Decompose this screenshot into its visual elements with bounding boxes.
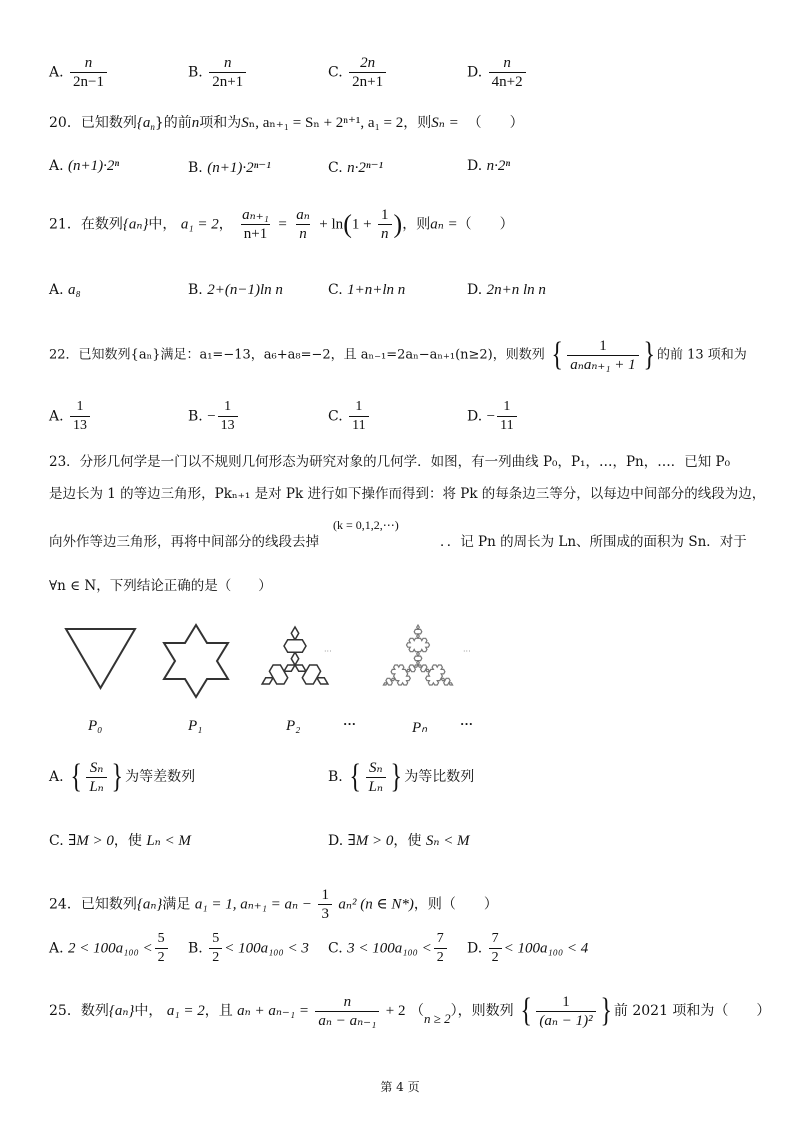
page-footer: 第 4 页	[380, 1080, 420, 1094]
q21-option-b: B. 2+(n−1)ln n	[188, 282, 283, 298]
q21-stem: 21．在数列{aₙ}中， a₁ = 2， $\frac{\text{aₙ₊₁}}{n+1}$ = $\frac{\text{aₙ}}{n}$ + ln(1 + $\frac{1}{n}$ )，则aₙ =（ ）	[49, 207, 514, 242]
q21-option-c: C. 1+n+ln n	[328, 282, 406, 298]
ellipsis-mid: ···	[324, 647, 332, 656]
q21-option-a: A. a₈	[49, 282, 81, 298]
q23-option-a: A. { $\frac{\text{Sₙ}}{\text{Lₙ}}$ } 为等差数列	[49, 758, 196, 795]
q23-k-set: (k = 0,1,2,⋯)	[333, 518, 399, 532]
ellipsis-right: ···	[463, 647, 471, 656]
q19-option-c: C. $\frac{2n}{2n+1}$	[328, 54, 388, 91]
q23-line-1: 23．分形几何学是一门以不规则几何形态为研究对象的几何学．如图，有一列曲线 P₀，P₁，…，Pn，…．已知 P₀	[49, 454, 731, 470]
p2-snowflake	[262, 627, 328, 684]
koch-figure	[0, 610, 800, 750]
q23-line-3b: ．．记 Pn 的周长为 Ln、所围成的面积为 Sn．对于	[440, 534, 747, 550]
q20-option-c: C. n·2ⁿ⁻¹	[328, 160, 384, 176]
p1-star	[164, 625, 228, 697]
q24-stem: 24．已知数列{aₙ}满足 a₁ = 1, aₙ₊₁ = aₙ − $\frac{1}{3}$ aₙ² (n ∈ N*)，则（ ）	[49, 887, 498, 922]
q23-line-2: 是边长为 1 的等边三角形，Pkₙ₊₁ 是对 Pk 进行如下操作而得到：将 Pk 的每条边三等分，以每边中间部分的线段为边，	[49, 486, 766, 502]
q23-option-b: B. { $\frac{\text{Sₙ}}{\text{Lₙ}}$ } 为等比数列	[328, 758, 475, 795]
pn-snowflake	[383, 625, 452, 685]
q23-line-3a: 向外作等边三角形，再将中间部分的线段去掉	[49, 534, 319, 550]
q22-option-c: C. $\frac{1}{11}$	[328, 398, 371, 435]
label-ellipsis-1: ···	[343, 716, 357, 731]
label-pn: Pₙ	[412, 720, 428, 736]
q23-line-4: ∀n ∈ N，下列结论正确的是（ ）	[49, 578, 272, 594]
p2-curve	[262, 627, 328, 684]
q21-option-d: D. 2n+n ln n	[467, 282, 546, 298]
label-p0: P₀	[88, 718, 103, 734]
q25-stem: 25．数列{aₙ}中， a₁ = 2，且 aₙ + aₙ₋₁ = $\frac{n}{\text{aₙ − aₙ₋₁}}$ + 2 （n ≥ 2），则数列 { $\frac{1}{\text{(aₙ − 1)²}}$ } 前 2021 项和为（ ）	[49, 992, 771, 1029]
q19-option-b: B. $\frac{n}{2n+1}$	[188, 54, 248, 91]
q22-option-a: A. $\frac{1}{13}$	[49, 398, 92, 435]
q20-stem: 20．已知数列$\{a_n\}$的前n项和为Sₙ, aₙ₊₁ = Sₙ + 2ⁿ⁺¹, a₁ = 2，则Sₙ = （ ）	[49, 115, 524, 132]
q19-option-d: D. $\frac{n}{4n+2}$	[467, 54, 528, 91]
q24-option-c: C. 3 < 100a₁₀₀ < $\frac{7}{2}$	[328, 930, 449, 967]
p0-triangle	[66, 629, 135, 688]
label-ellipsis-2: ···	[460, 716, 474, 731]
q24-option-a: A. 2 < 100a₁₀₀ < $\frac{5}{2}$	[49, 930, 170, 967]
q23-option-d: D. ∃M > 0，使 Sₙ < M	[328, 833, 470, 849]
q24-option-b: B. $\frac{5}{2}$ < 100a₁₀₀ < 3	[188, 931, 309, 965]
q22-stem: 22．已知数列{aₙ}满足：a₁=−13，a₆+a₈=−2，且 aₙ₋₁=2aₙ−aₙ₊₁(n≥2)，则数列 { $\frac{1}{\text{aₙaₙ₊₁ + 1}}$ } 的前 13 项和为	[49, 336, 747, 373]
q22-option-d: D. − $\frac{1}{11}$	[467, 398, 519, 435]
q24-option-d: D. $\frac{7}{2}$ < 100a₁₀₀ < 4	[467, 931, 589, 965]
q19-option-a: A. $\frac{n}{2n-1}$	[49, 54, 109, 91]
q22-option-b: B. − $\frac{1}{13}$	[188, 398, 240, 435]
q23-option-c: C. ∃M > 0，使 Lₙ < M	[49, 833, 191, 849]
q20-option-d: D. n·2ⁿ	[467, 158, 511, 174]
label-p1: P₁	[188, 718, 203, 734]
pn-curve	[383, 625, 452, 685]
label-p2: P₂	[286, 718, 301, 734]
q20-option-a: A. (n+1)·2ⁿ	[49, 158, 120, 174]
q20-option-b: B. (n+1)·2ⁿ⁻¹	[188, 160, 271, 176]
